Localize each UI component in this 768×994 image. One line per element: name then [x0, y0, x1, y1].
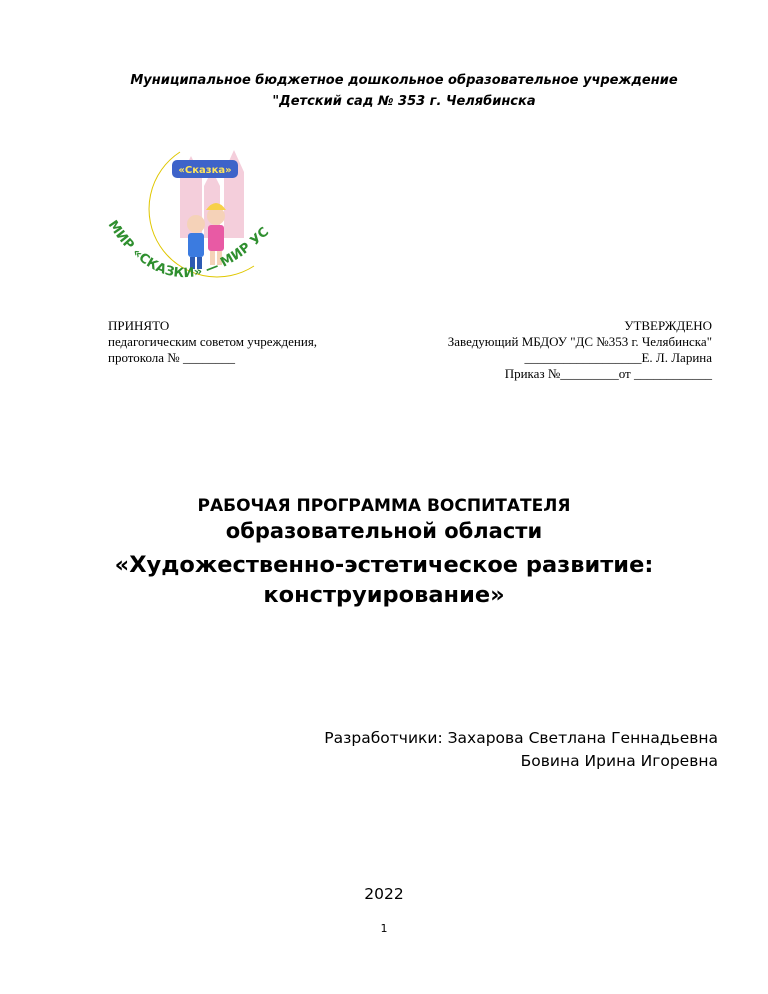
approved-order: Приказ №_________от ____________ [504, 366, 712, 381]
institution-city: "Детский сад № 353 г. Челябинска [272, 94, 536, 109]
institution-header [0, 70, 768, 112]
logo-badge-text: «Сказка» [178, 165, 232, 176]
program-title: РАБОЧАЯ ПРОГРАММА ВОСПИТАТЕЛЯ [197, 496, 571, 516]
logo-arc-text: МИР «СКАЗКИ» — МИР УС [104, 217, 273, 282]
accepted-title: ПРИНЯТО [108, 318, 170, 333]
accepted-council: педагогическим советом учреждения, [108, 334, 318, 349]
program-area: образовательной области [225, 519, 543, 543]
institution-name: Муниципальное бюджетное дошкольное образовательное учреждение [130, 73, 678, 88]
approved-title: УТВЕРЖДЕНО [624, 318, 712, 333]
approved-head: Заведующий МБДОУ "ДС №353 г. Челябинска" [447, 334, 712, 349]
developers-line1: Разработчики: Захарова Светлана Геннадьевна [324, 729, 718, 747]
program-subject-line2: конструирование» [263, 582, 505, 608]
accepted-protocol: протокола № ________ [108, 350, 235, 365]
developers-line2: Бовина Ирина Игоревна [520, 752, 718, 770]
program-subject [0, 550, 768, 610]
kindergarten-logo-icon [84, 116, 296, 310]
program-subject-line1: «Художественно-эстетическое развитие: [114, 552, 654, 578]
accepted-block [108, 318, 317, 366]
approved-signature: __________________Е. Л. Ларина [524, 350, 712, 365]
page-number: 1 [380, 922, 388, 935]
developers [324, 727, 718, 773]
year: 2022 [364, 885, 404, 903]
approved-block [448, 318, 712, 382]
